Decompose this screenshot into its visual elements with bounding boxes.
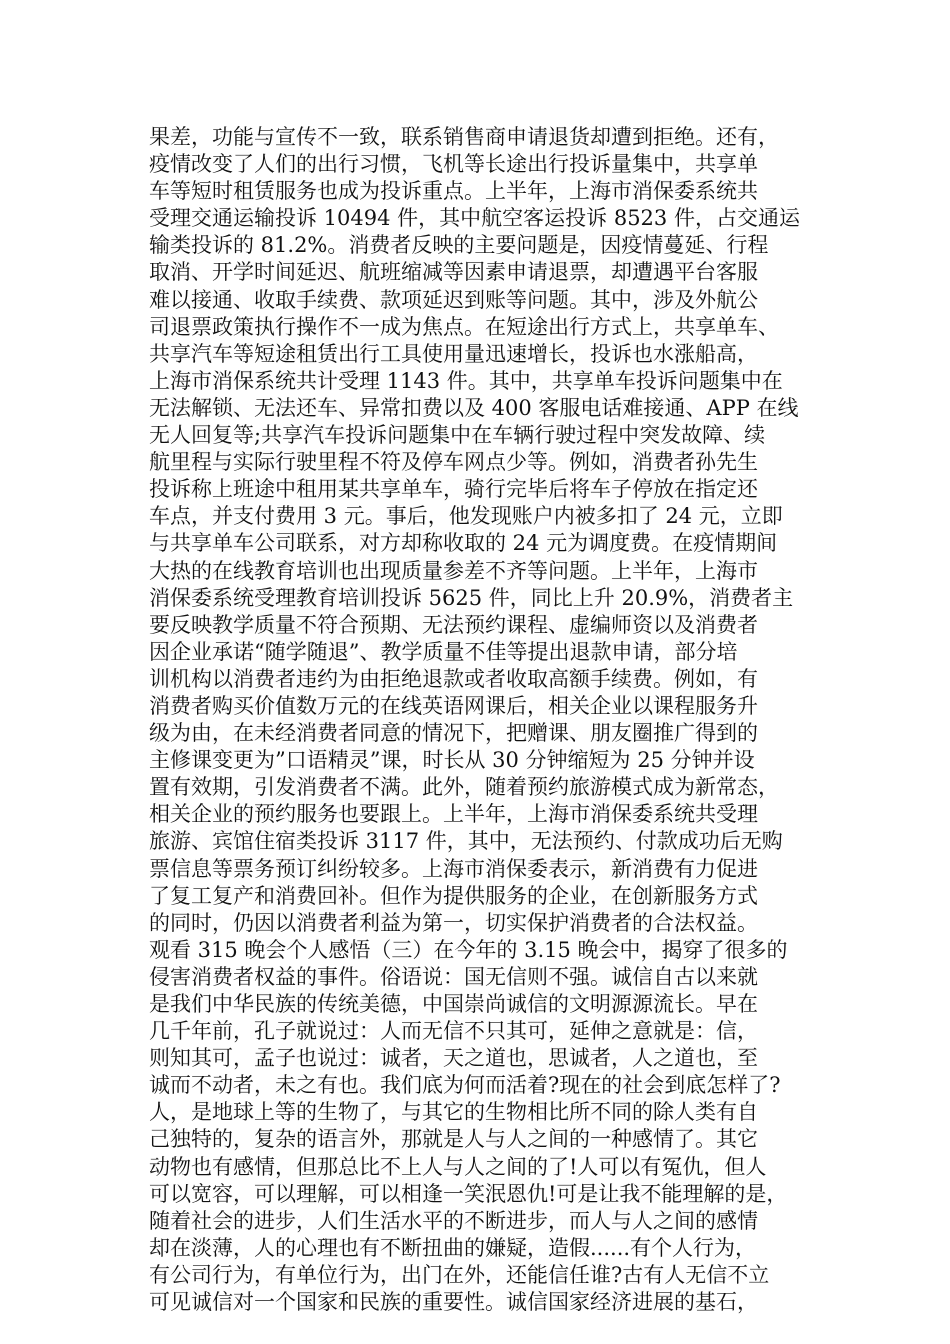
- text-line: 大热的在线教育培训也出现质量参差不齐等问题。上半年，上海市: [149, 558, 758, 583]
- text-line: 取消、开学时间延迟、航班缩减等因素申请退票，却遭遇平台客服: [149, 260, 758, 285]
- text-line: 旅游、宾馆住宿类投诉 3117 件，其中，无法预约、付款成功后无购: [149, 829, 783, 854]
- text-line: 侵害消费者权益的事件。俗语说：国无信则不强。诚信自古以来就: [149, 964, 758, 989]
- text-line: 观看 315 晚会个人感悟（三）在今年的 3.15 晚会中，揭穿了很多的: [149, 937, 788, 962]
- text-line: 动物也有感情，但那总比不上人与人之间的了!人可以有冤仇，但人: [149, 1154, 767, 1179]
- text-line: 共享汽车等短途租赁出行工具使用量迅速增长，投诉也水涨船高，: [149, 341, 758, 366]
- text-line: 因企业承诺“随学随退”、教学质量不佳等提出退款申请，部分培: [149, 639, 738, 664]
- text-line: 诚而不动者，未之有也。我们底为何而活着?现在的社会到底怎样了?: [149, 1073, 781, 1098]
- text-line: 则知其可，孟子也说过：诚者，天之道也，思诚者，人之道也，至: [149, 1046, 758, 1071]
- text-line: 却在淡薄，人的心理也有不断扭曲的嫌疑，造假......有个人行为，: [149, 1235, 757, 1260]
- text-line: 消费者购买价值数万元的在线英语网课后，相关企业以课程服务升: [149, 693, 758, 718]
- text-line: 无人回复等;共享汽车投诉问题集中在车辆行驶过程中突发故障、续: [149, 423, 766, 448]
- text-line: 置有效期，引发消费者不满。此外，随着预约旅游模式成为新常态，: [149, 775, 779, 800]
- text-line: 无法解锁、无法还车、异常扣费以及 400 客服电话难接通、APP 在线: [149, 395, 799, 420]
- text-line: 几千年前，孔子就说过：人而无信不只其可，延伸之意就是：信，: [149, 1019, 758, 1044]
- text-line: 车点，并支付费用 3 元。事后，他发现账户内被多扣了 24 元，立即: [149, 504, 783, 529]
- text-line: 要反映教学质量不符合预期、无法预约课程、虚编师资以及消费者: [149, 612, 758, 637]
- text-line: 了复工复产和消费回补。但作为提供服务的企业，在创新服务方式: [149, 883, 758, 908]
- text-line: 票信息等票务预订纠纷较多。上海市消保委表示，新消费有力促进: [149, 856, 758, 881]
- text-line: 航里程与实际行驶里程不符及停车网点少等。例如，消费者孙先生: [149, 450, 758, 475]
- text-line: 投诉称上班途中租用某共享单车，骑行完毕后将车子停放在指定还: [149, 477, 758, 502]
- text-line: 司退票政策执行操作不一成为焦点。在短途出行方式上，共享单车、: [149, 314, 779, 339]
- text-line: 可以宽容，可以理解，可以相逢一笑泯恩仇!可是让我不能理解的是，: [149, 1181, 788, 1206]
- text-line: 疫情改变了人们的出行习惯，飞机等长途出行投诉量集中，共享单: [149, 152, 758, 177]
- text-line: 难以接通、收取手续费、款项延迟到账等问题。其中，涉及外航公: [149, 287, 758, 312]
- text-line: 训机构以消费者违约为由拒绝退款或者收取高额手续费。例如，有: [149, 666, 758, 691]
- text-line: 主修课变更为”口语精灵”课，时长从 30 分钟缩短为 25 分钟并设: [149, 748, 755, 773]
- text-line: 受理交通运输投诉 10494 件，其中航空客运投诉 8523 件，占交通运: [149, 206, 800, 231]
- text-line: 级为由，在未经消费者同意的情况下，把赠课、朋友圈推广得到的: [149, 721, 758, 746]
- text-line: 果差，功能与宣传不一致，联系销售商申请退货却遭到拒绝。还有，: [149, 125, 779, 149]
- text-line: 输类投诉的 81.2%。消费者反映的主要问题是，因疫情蔓延、行程: [149, 233, 769, 258]
- text-line: 己独特的，复杂的语言外，那就是人与人之间的一种感情了。其它: [149, 1127, 758, 1152]
- text-line: 的同时，仍因以消费者利益为第一，切实保护消费者的合法权益。: [149, 910, 758, 935]
- text-line: 上海市消保系统共计受理 1143 件。其中，共享单车投诉问题集中在: [149, 368, 783, 393]
- text-line: 消保委系统受理教育培训投诉 5625 件，同比上升 20.9%，消费者主: [149, 585, 794, 610]
- text-line: 是我们中华民族的传统美德，中国崇尚诚信的文明源源流长。早在: [149, 992, 758, 1016]
- text-line: 车等短时租赁服务也成为投诉重点。上半年，上海市消保委系统共: [149, 179, 758, 204]
- text-line: 随着社会的进步，人们生活水平的不断进步，而人与人之间的感情: [149, 1208, 758, 1233]
- text-line: 与共享单车公司联系，对方却称收取的 24 元为调度费。在疫情期间: [149, 531, 778, 556]
- body-text: [149, 124, 804, 1316]
- text-line: 可见诚信对一个国家和民族的重要性。诚信国家经济进展的基石，: [149, 1290, 758, 1315]
- text-line: 相关企业的预约服务也要跟上。上半年，上海市消保委系统共受理: [149, 802, 758, 827]
- text-line: 人，是地球上等的生物了，与其它的生物相比所不同的除人类有自: [149, 1100, 758, 1125]
- text-line: 有公司行为，有单位行为，出门在外，还能信任谁?古有人无信不立: [149, 1262, 770, 1287]
